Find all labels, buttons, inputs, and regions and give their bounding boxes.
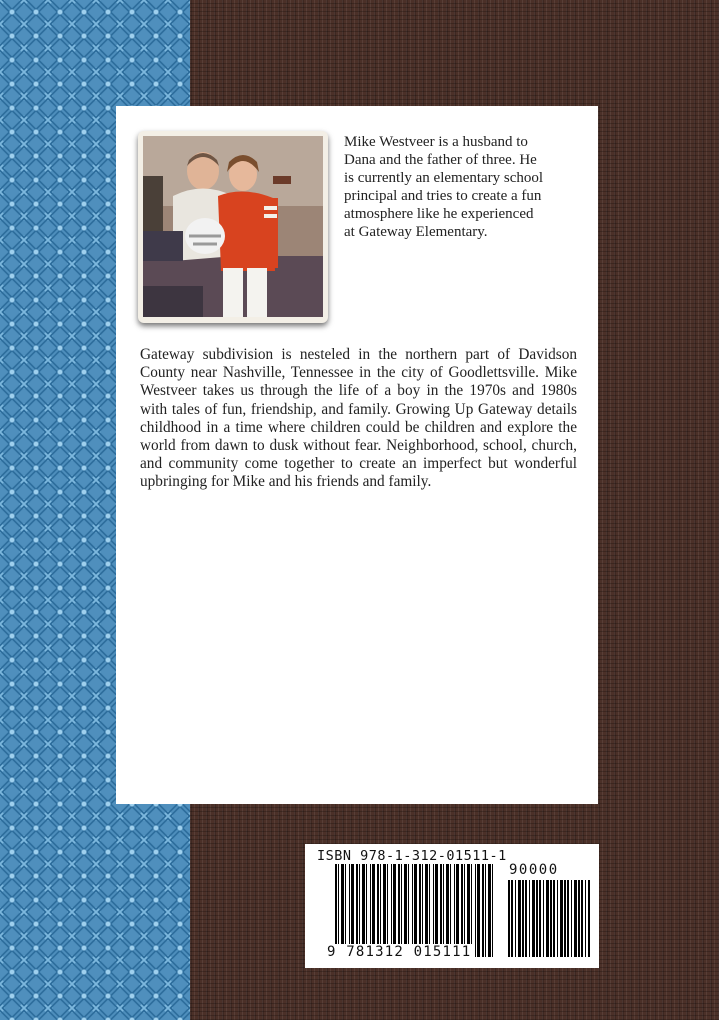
barcode-digits: 9 781312 015111 [327,944,472,960]
barcode-bars-addon [508,880,590,957]
book-description: Gateway subdivision is nesteled in the northern part of Davidson County near Nashville, Tennessee in the city of Goodlettsville. Mike Westveer takes us through the life of a boy in the 1970s and 1980s with tales of fun, friendship, and family. Growing Up Gateway details childhood in a time where children could be children and explore the world from dawn to dusk without fear. Neighborhood, school, church, and community come together to create an imperfect but wonderful upbringing for Mike and his friends and family. [140,346,577,491]
isbn-barcode [305,844,599,968]
author-bio: Mike Westveer is a husband to Dana and the father of three. He is currently an elementary school principal and tries to create a fun atmosphere like he experienced at Gateway Elementary. [344,134,544,240]
author-photo-illustration [143,136,323,317]
isbn-label: ISBN 978-1-312-01511-1 [317,848,507,864]
price-code: 90000 [509,862,559,878]
author-photo-frame [138,131,328,323]
author-photo [143,136,323,317]
